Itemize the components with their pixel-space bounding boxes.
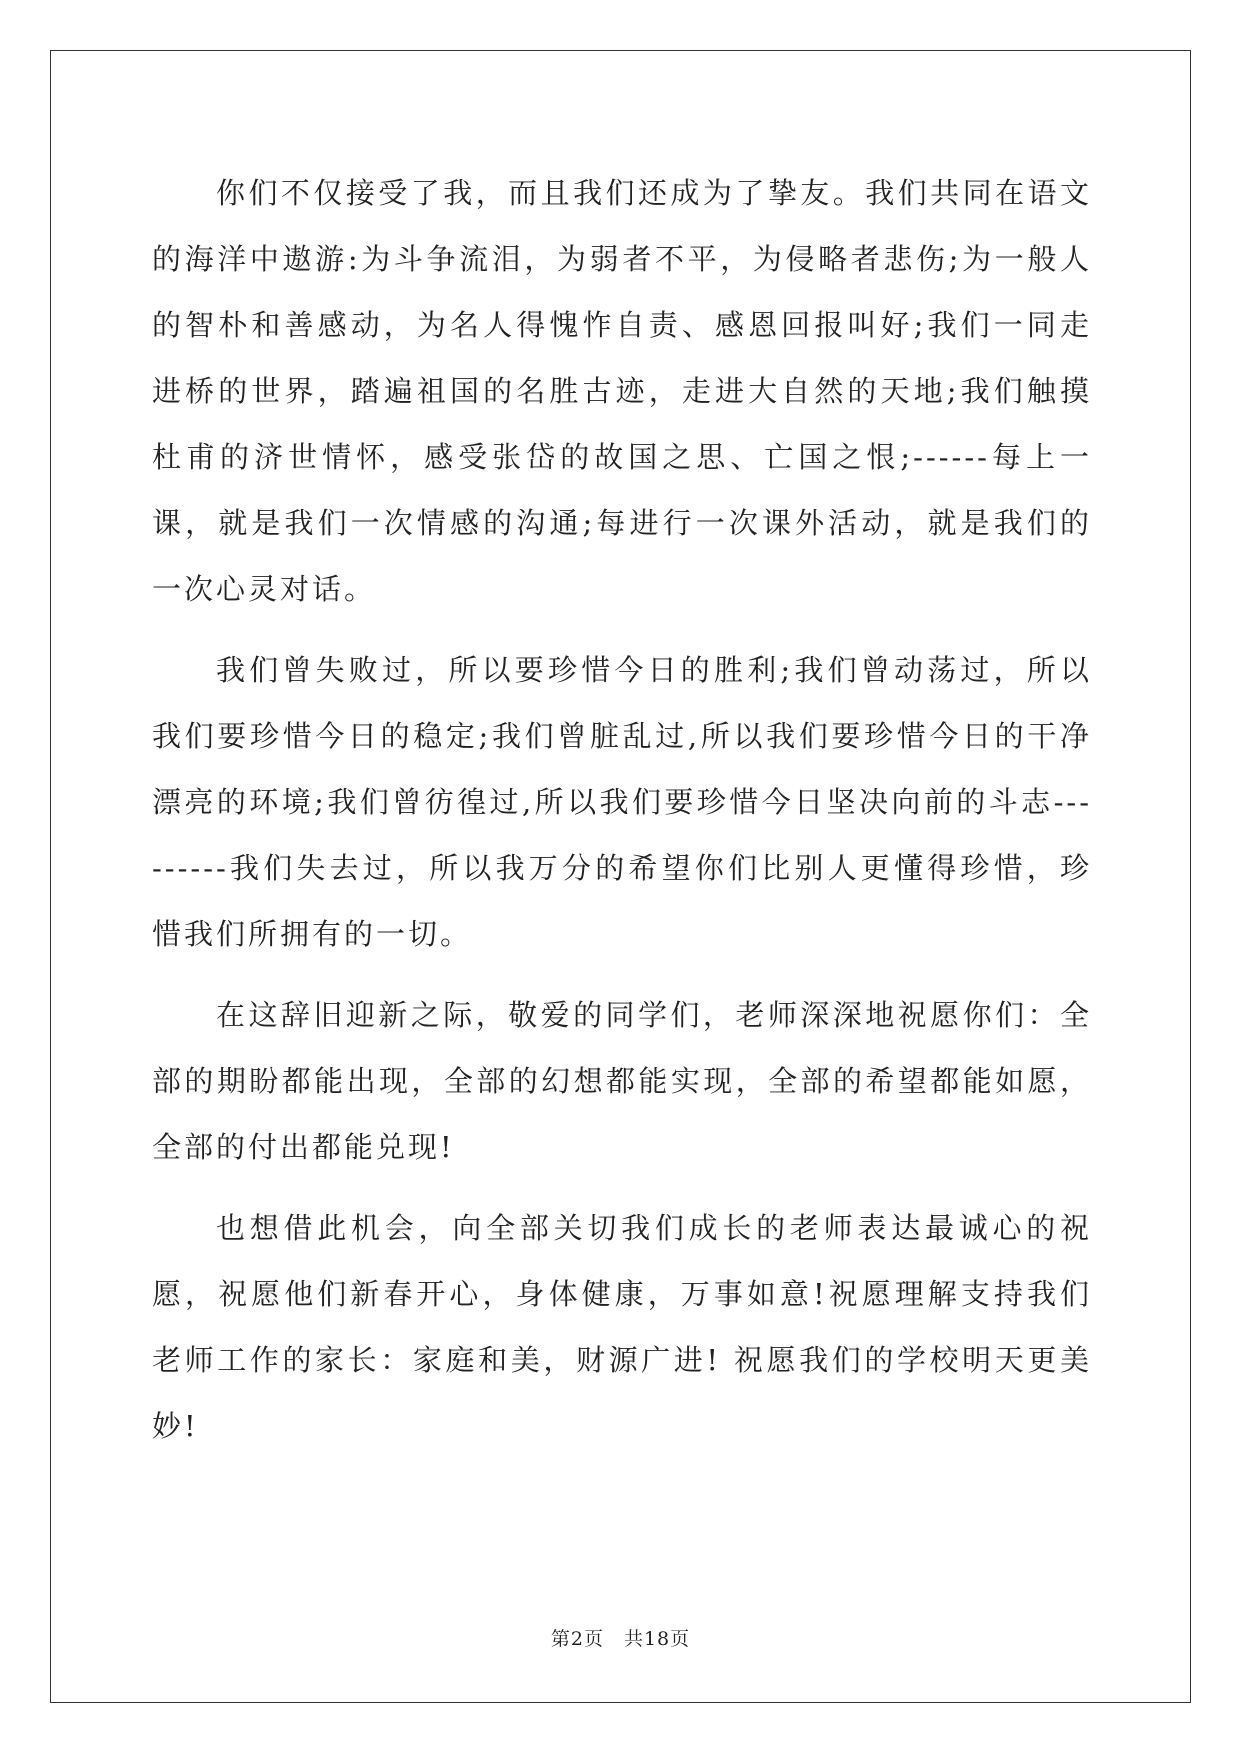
paragraph-4: 也想借此机会，向全部关切我们成长的老师表达最诚心的祝愿，祝愿他们新春开心，身体健康，万事如意!祝愿理解支持我们老师工作的家长：家庭和美，财源广进! 祝愿我们的学校明天更美妙!	[152, 1211, 1092, 1443]
paragraph-1: 你们不仅接受了我，而且我们还成为了挚友。我们共同在语文的海洋中遨游:为斗争流泪，为弱者不平，为侵略者悲伤;为一般人的智朴和善感动，为名人得愧怍自责、感恩回报叫好;我们一同走进桥的世界，踏遍祖国的名胜古迹，走进大自然的天地;我们触摸杜甫的济世情怀，感受张岱的故国之思、亡国之恨;------每上一课，就是我们一次情感的沟通;每进行一次课外活动，就是我们的一次心灵对话。	[152, 176, 1092, 606]
paragraph-3: 在这辞旧迎新之际，敬爱的同学们，老师深深地祝愿你们：全部的期盼都能出现，全部的幻想都能实现，全部的希望都能如愿，全部的付出都能兑现!	[152, 998, 1092, 1164]
paragraph-2: 我们曾失败过，所以要珍惜今日的胜利;我们曾动荡过，所以我们要珍惜今日的稳定;我们曾脏乱过,所以我们要珍惜今日的干净漂亮的环境;我们曾彷徨过,所以我们要珍惜今日坚决向前的斗志---------我们失去过，所以我万分的希望你们比别人更懂得珍惜，珍惜我们所拥有的一切。	[152, 653, 1092, 951]
document-body	[152, 160, 1092, 1474]
page-number-footer: 第2页 共18页	[550, 1628, 691, 1650]
